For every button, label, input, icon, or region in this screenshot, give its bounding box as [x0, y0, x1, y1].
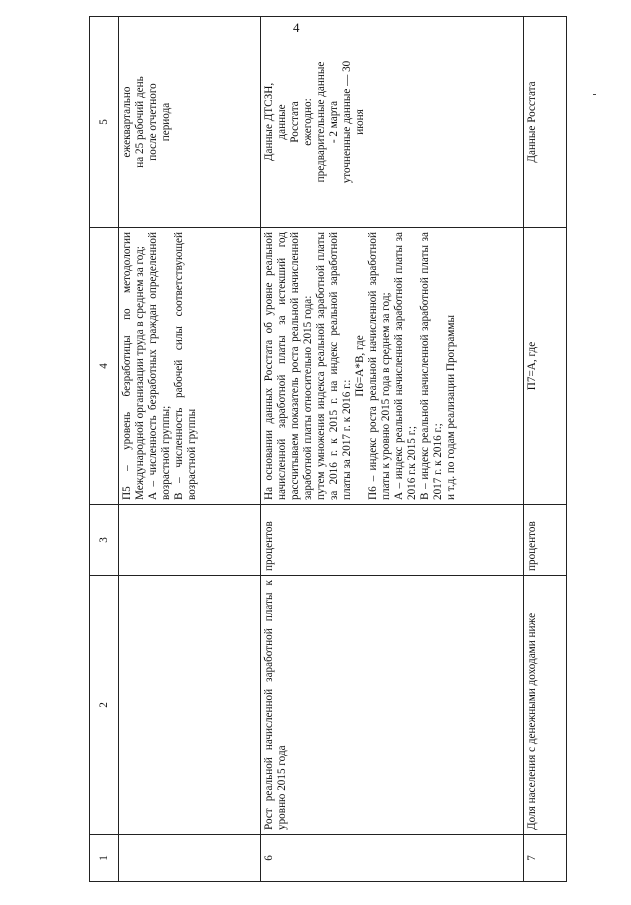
indicator-table: [89, 16, 567, 882]
rotated-table-frame: [89, 62, 569, 882]
source-line: ежеквартально: [121, 86, 133, 158]
method-line: П5 – уровень безработицы по методологии Международной организации труда в среднем за год;: [121, 232, 146, 500]
source-line: Данные ДТСЗН,: [263, 82, 275, 162]
source-line: июня: [354, 109, 366, 135]
source-line: - 2 марта: [328, 100, 340, 144]
method-formula: П6=А*В, где: [354, 335, 366, 397]
method-line: П6 – индекс роста реальной начисленной заработной платы к уровню 2015 года в среднем за год;: [367, 232, 392, 500]
rotated-table-area: [89, 62, 569, 882]
table-row: [261, 17, 524, 882]
source-line: предварительные данные: [315, 61, 327, 183]
source-line: уточненные данные — 30: [341, 60, 353, 184]
method-line: В – численность рабочей силы соответствующей возрастной группы: [173, 232, 198, 500]
calculation-method: [261, 228, 524, 505]
method-line: путем умножения индекса реальной заработной платы за 2016 г. к 2015 г. на индекс реальной заработной платы за 2017 г. к 2016 г.:: [315, 232, 353, 500]
header-col-5: 5: [90, 17, 119, 228]
source-line: периода: [160, 102, 172, 142]
source-line: данные: [276, 104, 288, 140]
table-row: [119, 17, 261, 882]
indicator-name: [119, 576, 261, 835]
calculation-method: [119, 228, 261, 505]
source-line: ежегодно:: [302, 98, 314, 146]
source-line: Данные Росстата: [526, 81, 538, 163]
data-source: [119, 17, 261, 228]
unit: процентов: [261, 505, 524, 576]
indicator-name: Рост реальной начисленной заработной платы к уровню 2015 года: [261, 576, 524, 835]
data-source: [524, 17, 567, 228]
header-col-2: 2: [90, 576, 119, 835]
method-line: А – индекс реальной начисленной заработной платы за 2016 г.к 2015 г.;: [393, 232, 418, 500]
page-number: 4: [293, 20, 300, 35]
method-line: П7=А, где: [526, 341, 538, 391]
table-row: [524, 17, 567, 882]
data-source: [261, 17, 524, 228]
row-number: 7: [524, 835, 567, 882]
calculation-method: [524, 228, 567, 505]
method-line: А – численность безработных граждан определенной возрастной группы;: [147, 232, 172, 500]
table-header-row: [90, 17, 119, 882]
unit: процентов: [524, 505, 567, 576]
method-line: На основании данных Росстата об уровне реальной начисленной заработной платы за истекший год рассчитываем показатель роста реальной начисленной заработной платы относительно 2015 года:: [263, 232, 314, 500]
scan-mark: [593, 94, 596, 95]
source-line: Росстата: [289, 101, 301, 143]
method-line: В – индекс реальной начисленной заработной платы за 2017 г. к 2016 г.;: [419, 232, 444, 500]
header-col-1: 1: [90, 835, 119, 882]
header-col-3: 3: [90, 505, 119, 576]
source-line: на 25 рабочий день: [134, 76, 146, 168]
header-col-4: 4: [90, 228, 119, 505]
method-line: и т.д. по годам реализации Программы: [445, 315, 457, 500]
unit: [119, 505, 261, 576]
row-number: 6: [261, 835, 524, 882]
indicator-name: Доля населения с денежными доходами ниже: [524, 576, 567, 835]
source-line: после отчетного: [147, 83, 159, 161]
row-number: [119, 835, 261, 882]
